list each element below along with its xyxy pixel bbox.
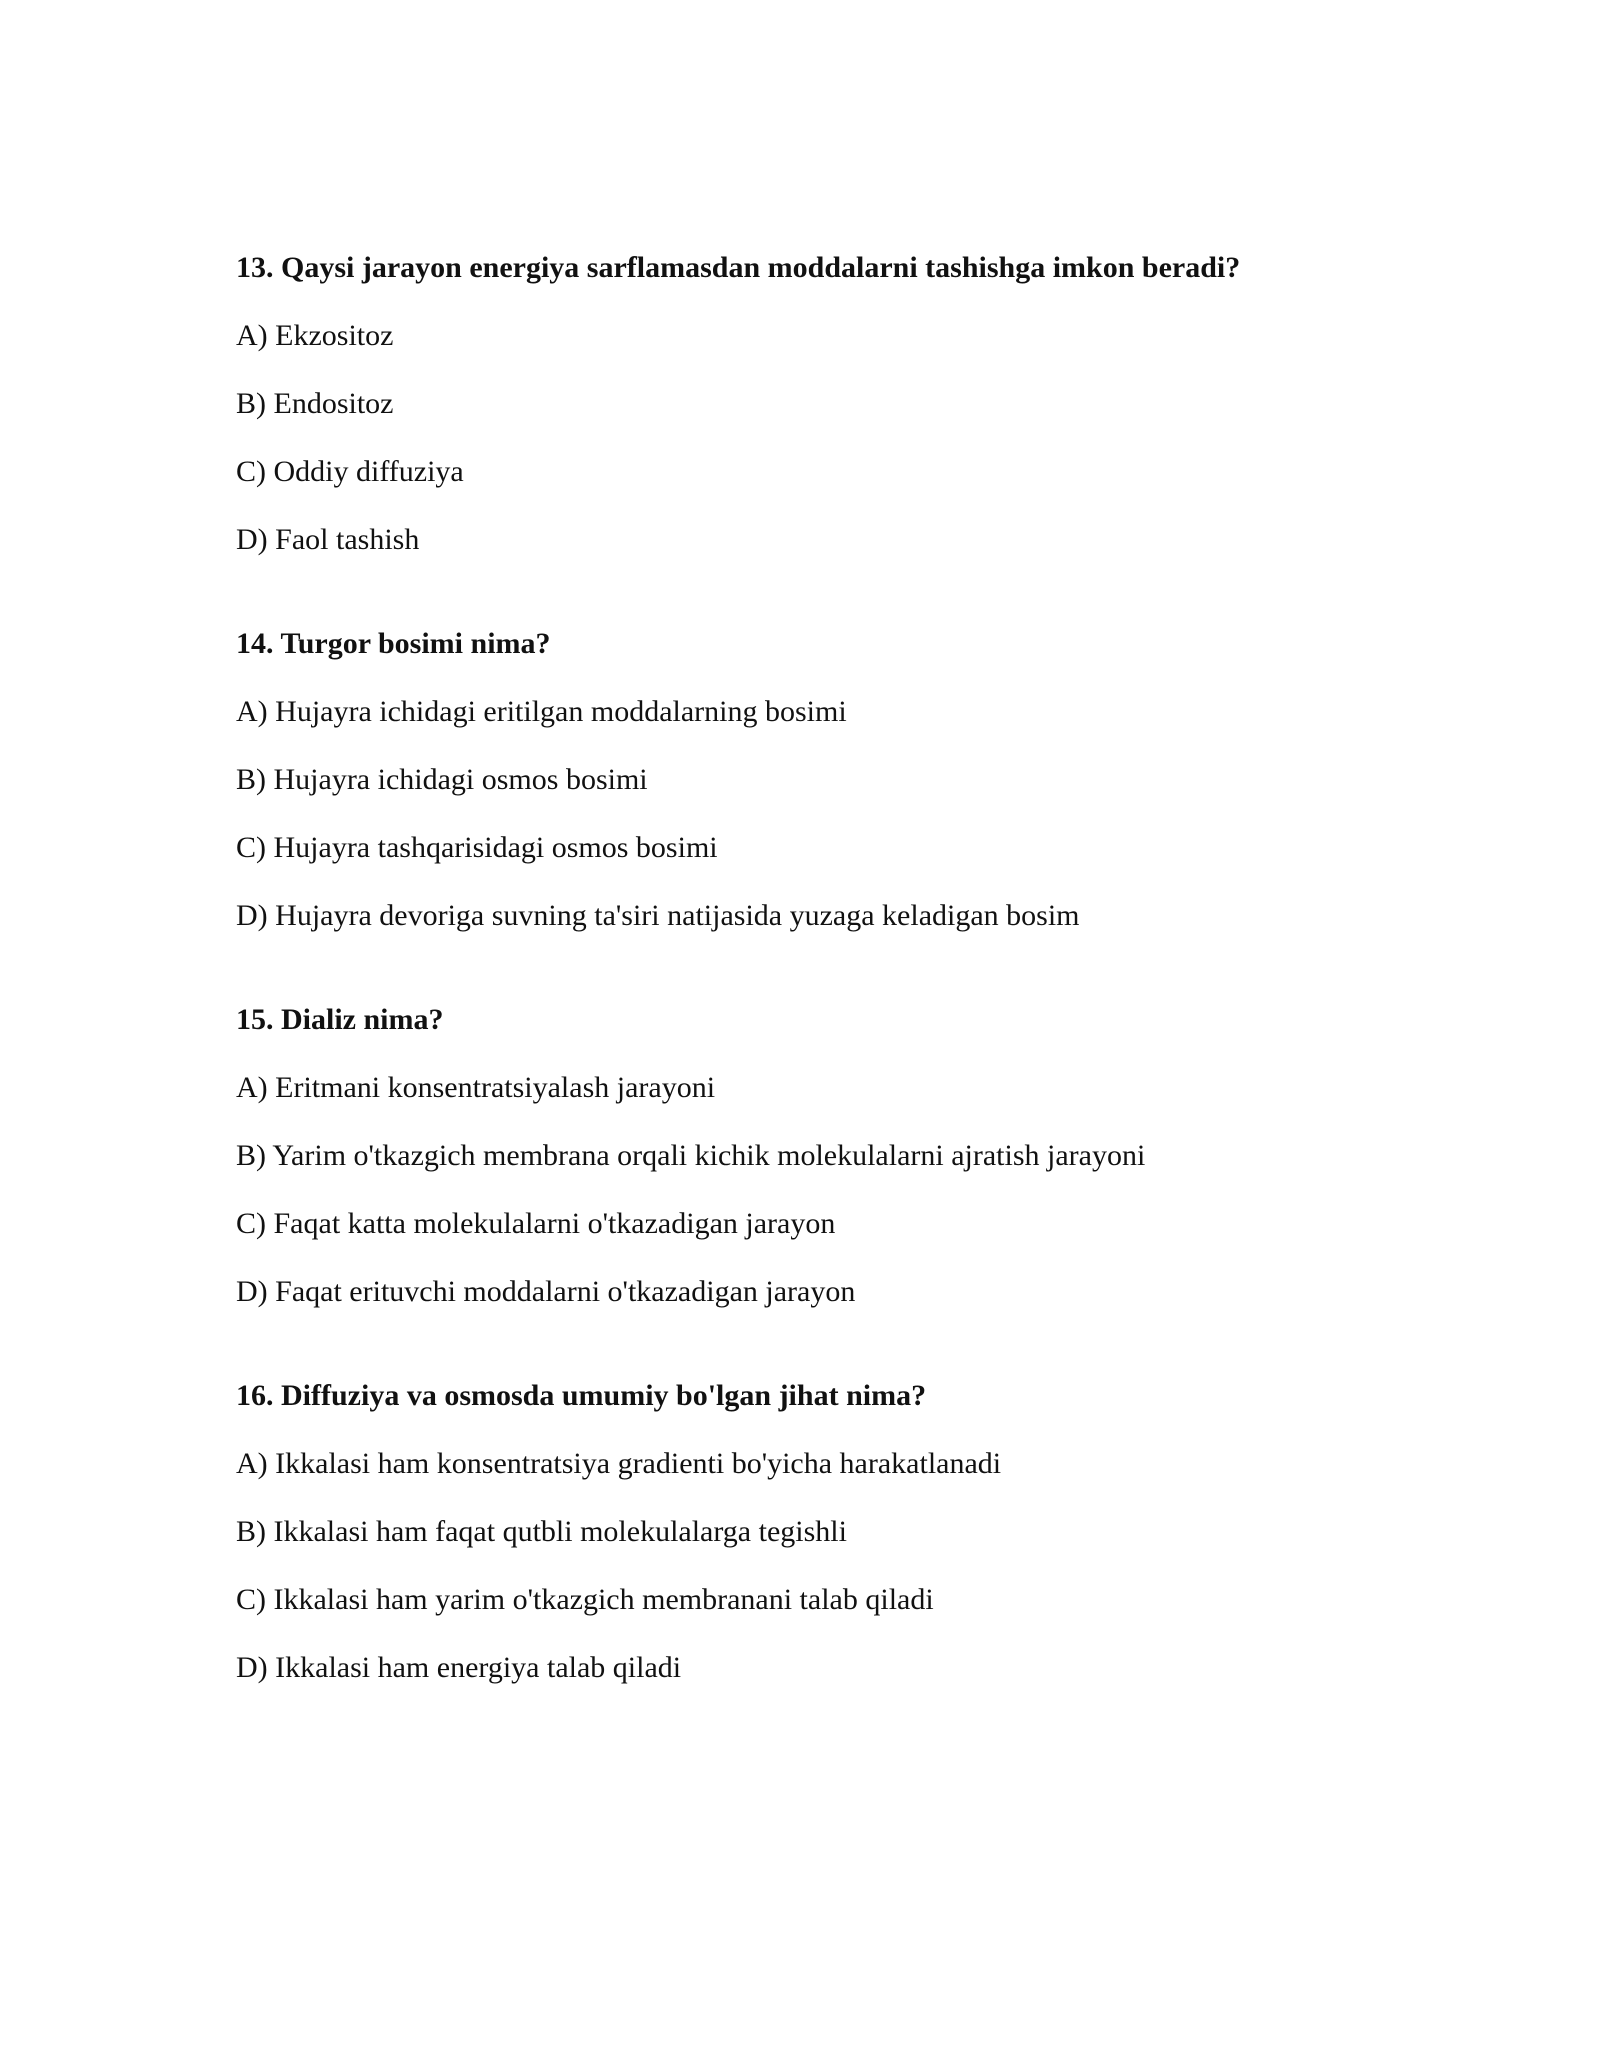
option-d: D) Ikkalasi ham energiya talab qiladi bbox=[236, 1651, 682, 1684]
option-b: B) Ikkalasi ham faqat qutbli molekulalarga tegishli bbox=[236, 1515, 847, 1548]
option-b: B) Yarim o'tkazgich membrana orqali kichik molekulalarni ajratish jarayoni bbox=[236, 1139, 1146, 1172]
option-d: D) Faqat erituvchi moddalarni o'tkazadigan jarayon bbox=[236, 1275, 856, 1308]
option-b: B) Endositoz bbox=[236, 387, 394, 420]
option-b: B) Hujayra ichidagi osmos bosimi bbox=[236, 763, 648, 796]
question-title: 15. Dializ nima? bbox=[236, 1003, 444, 1036]
option-c: C) Oddiy diffuziya bbox=[236, 455, 464, 488]
question-16 bbox=[236, 1378, 1436, 1686]
option-c: C) Ikkalasi ham yarim o'tkazgich membranani talab qiladi bbox=[236, 1583, 934, 1616]
option-a: A) Ekzositoz bbox=[236, 319, 394, 352]
question-13 bbox=[236, 250, 1436, 558]
option-d: D) Faol tashish bbox=[236, 523, 420, 556]
option-a: A) Ikkalasi ham konsentratsiya gradienti bo'yicha harakatlanadi bbox=[236, 1447, 1002, 1480]
option-c: C) Faqat katta molekulalarni o'tkazadigan jarayon bbox=[236, 1207, 836, 1240]
question-list bbox=[236, 250, 1436, 1754]
option-c: C) Hujayra tashqarisidagi osmos bosimi bbox=[236, 831, 718, 864]
question-title: 14. Turgor bosimi nima? bbox=[236, 627, 551, 660]
option-d: D) Hujayra devoriga suvning ta'siri natijasida yuzaga keladigan bosim bbox=[236, 899, 1080, 932]
option-a: A) Hujayra ichidagi eritilgan moddalarning bosimi bbox=[236, 695, 847, 728]
question-14 bbox=[236, 626, 1436, 934]
question-title: 16. Diffuziya va osmosda umumiy bo'lgan jihat nima? bbox=[236, 1379, 927, 1412]
question-15 bbox=[236, 1002, 1436, 1310]
question-title: 13. Qaysi jarayon energiya sarflamasdan moddalarni tashishga imkon beradi? bbox=[236, 251, 1241, 284]
option-a: A) Eritmani konsentratsiyalash jarayoni bbox=[236, 1071, 716, 1104]
